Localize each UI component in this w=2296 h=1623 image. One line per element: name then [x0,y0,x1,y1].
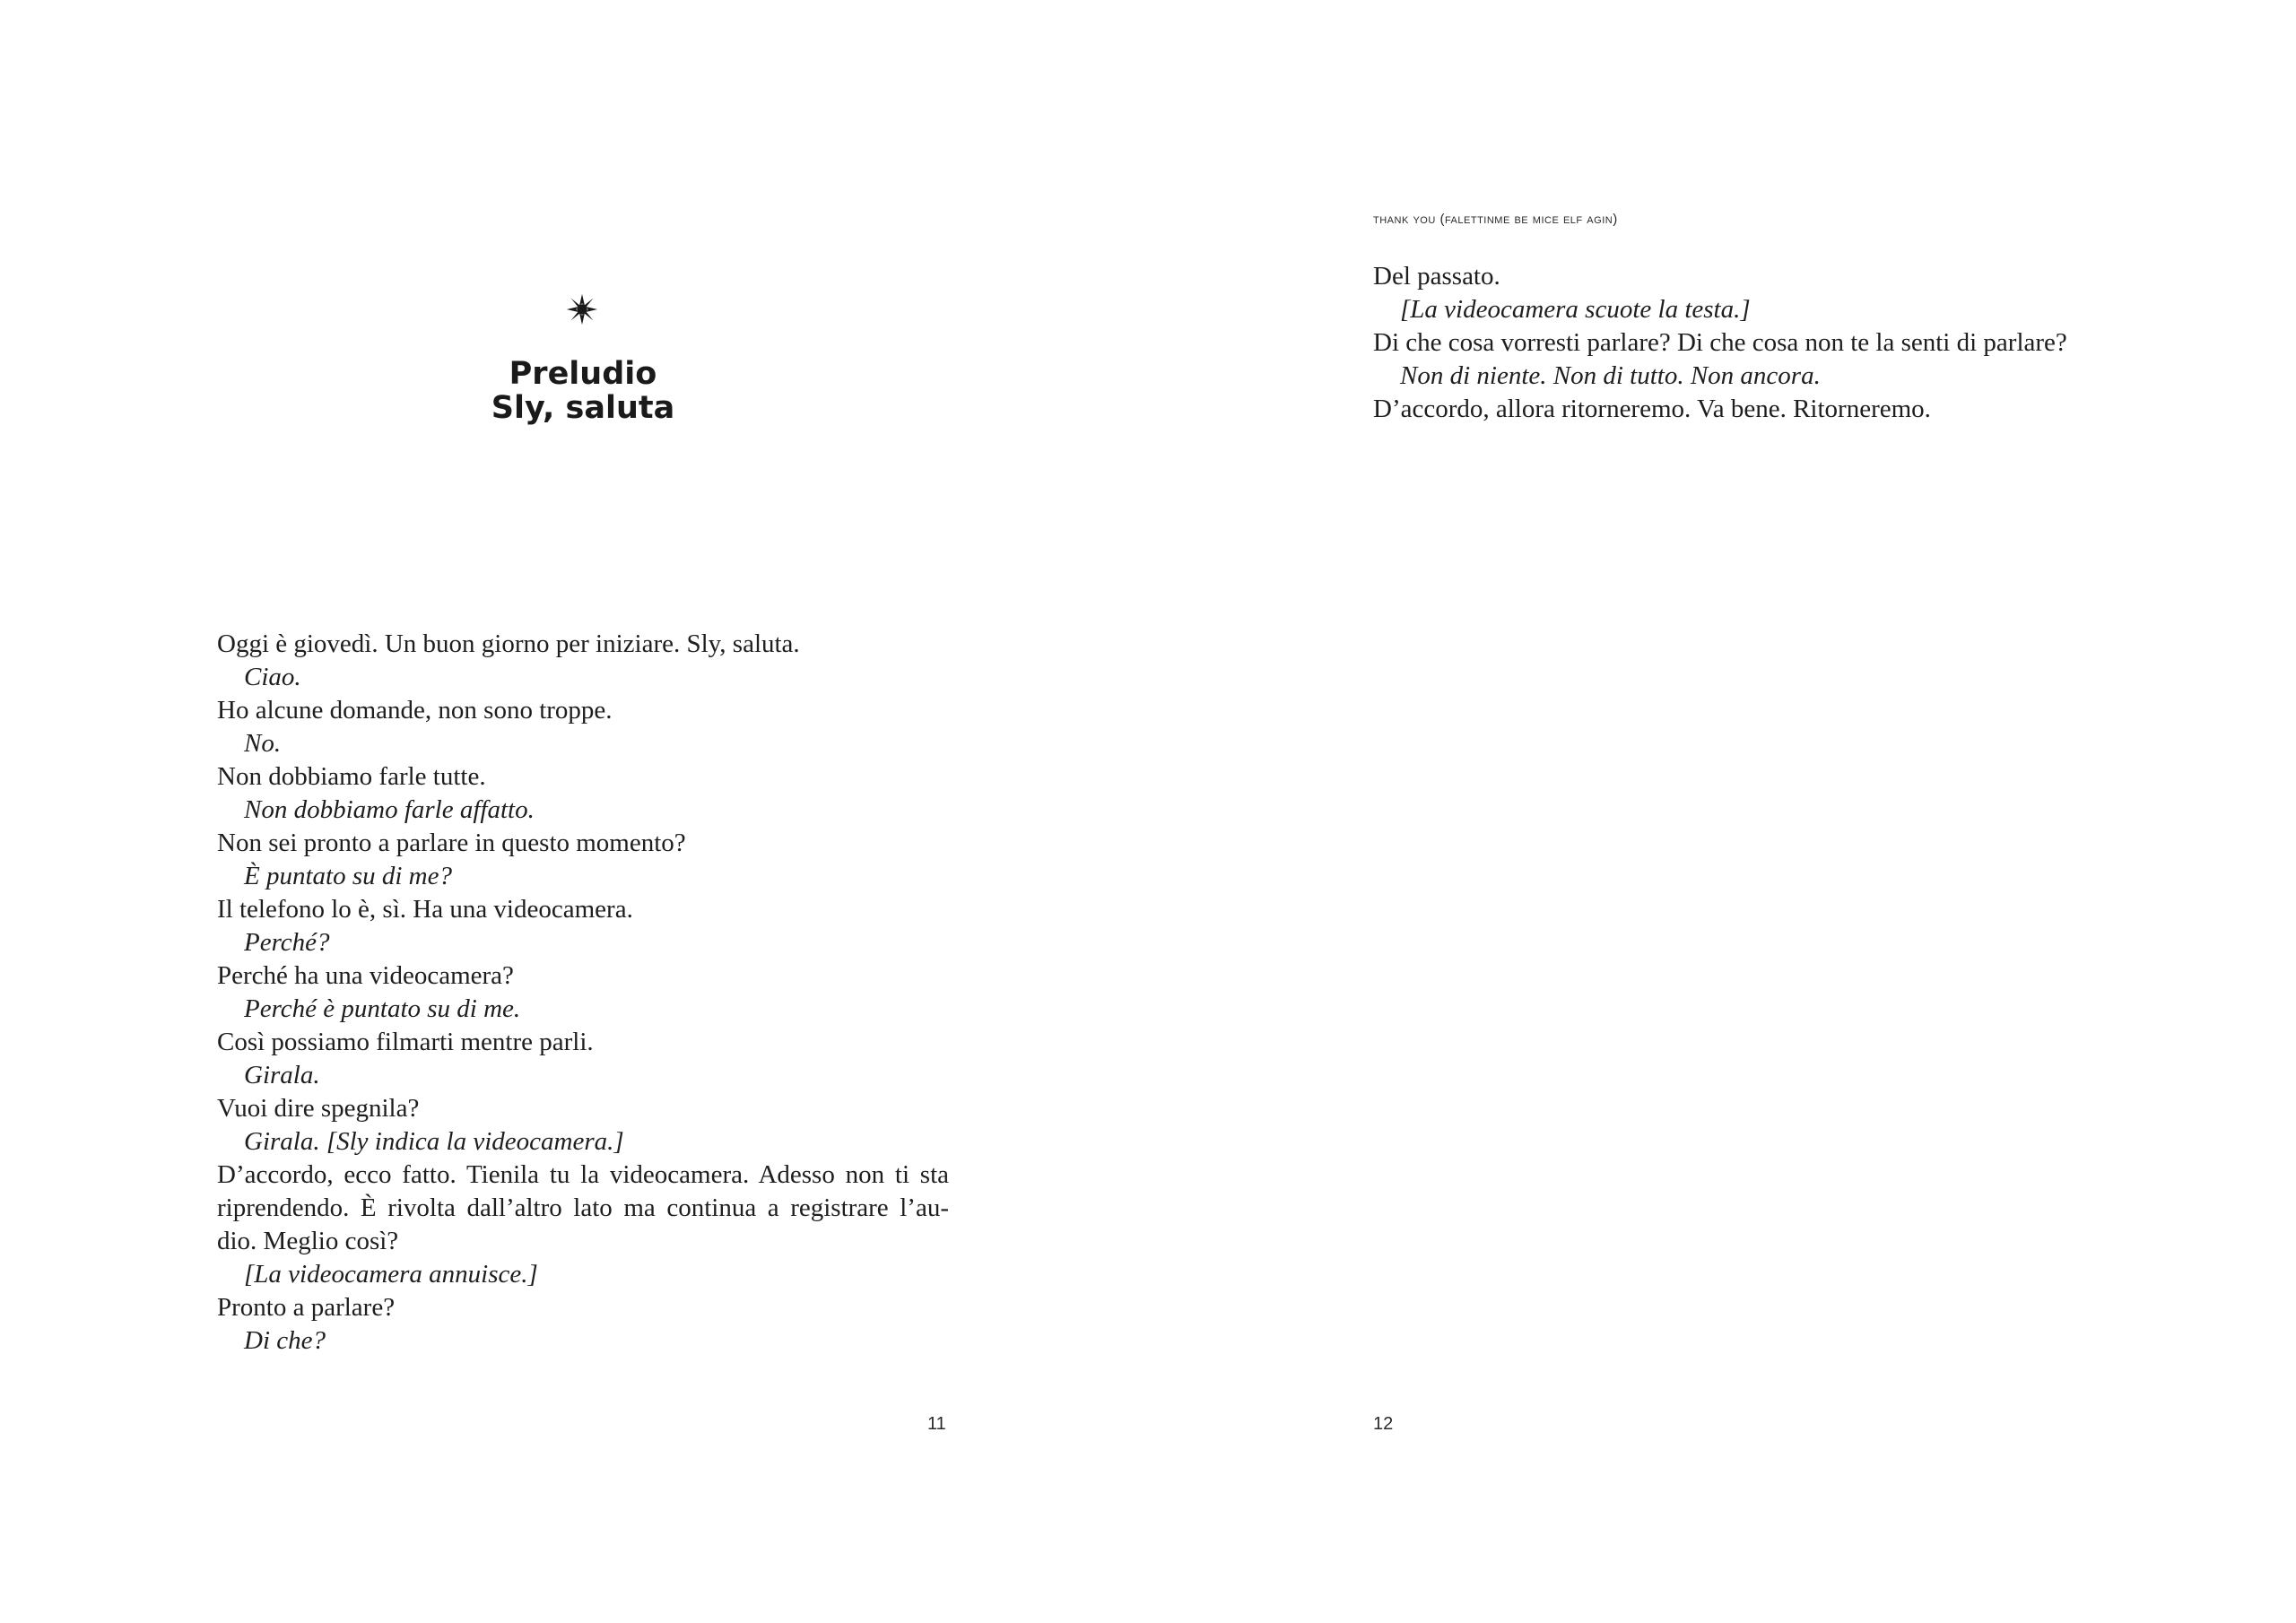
paragraph-line: riprendendo. È rivolta dall’altro lato ma continua a registrare l’au- [217,1193,949,1222]
right-page-body [1373,260,2109,426]
dialogue-question: Pronto a parlare? [217,1293,396,1322]
paragraph-line: D’accordo, ecco fatto. Tienila tu la videocamera. Adesso non ti sta [217,1160,949,1189]
dialogue-answer: Non di niente. Non di tutto. Non ancora. [1400,361,1821,390]
running-head: thank you (falettinme be mice elf agin) [1373,212,1618,227]
dialogue-answer: Ciao. [244,663,301,691]
dialogue-question: Ho alcune domande, non sono troppe. [217,696,613,725]
dialogue-question: Perché ha una videocamera? [217,961,514,990]
dialogue-question: Non sei pronto a parlare in questo momento? [217,829,686,857]
dialogue-answer: Girala. [244,1061,320,1089]
dialogue-answer: Perché? [244,928,330,957]
dialogue-question: Così possiamo filmarti mentre parli. [217,1028,594,1056]
paragraph-line: dio. Meglio così? [217,1227,399,1255]
dialogue-answer: No. [244,729,282,758]
dialogue-question: Vuoi dire spegnila? [217,1094,420,1123]
dialogue-answer: Perché è puntato su di me. [244,994,521,1023]
dialogue-question: Il telefono lo è, sì. Ha una videocamera. [217,895,633,924]
chapter-title-line1: Preludio [509,356,657,392]
dialogue-answer: [La videocamera scuote la testa.] [1400,295,1751,324]
chapter-title-line2: Sly, saluta [491,390,675,426]
dialogue-question: D’accordo, allora ritorneremo. Va bene. Ritorneremo. [1373,395,1931,423]
page-number: 12 [1373,1414,1394,1434]
dialogue-question: Oggi è giovedì. Un buon giorno per iniziare. Sly, saluta. [217,629,800,658]
dialogue-answer: Girala. [Sly indica la videocamera.] [244,1127,624,1156]
dialogue-question: Non dobbiamo farle tutte. [217,762,486,791]
dialogue-question: Del passato. [1373,262,1500,291]
dialogue-answer: [La videocamera annuisce.] [244,1260,538,1289]
dialogue-question: Di che cosa vorresti parlare? Di che cosa non te la senti di parlare? [1373,328,2067,357]
page-number: 11 [927,1414,946,1434]
dialogue-answer: Di che? [244,1326,326,1355]
dialogue-answer: Non dobbiamo farle affatto. [244,795,535,824]
dialogue-answer: È puntato su di me? [244,862,452,890]
